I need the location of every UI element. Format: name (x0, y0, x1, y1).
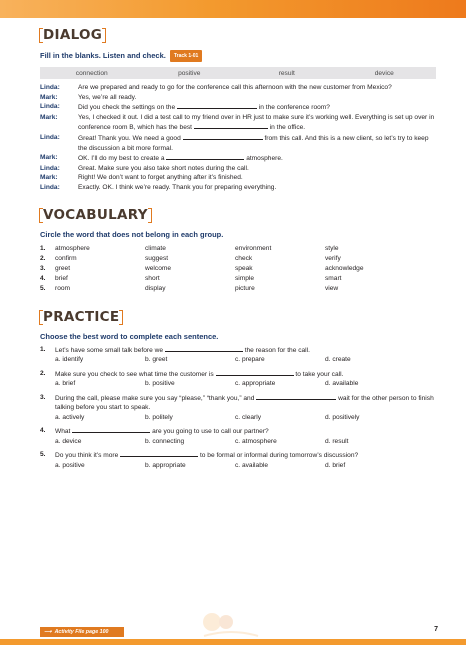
practice-heading: PRACTICE (40, 309, 122, 326)
answer-option[interactable]: a. device (55, 437, 82, 445)
vocabulary-groups (40, 244, 436, 295)
dialog-text: Exactly. OK. I think we’re ready. Thank you for preparing everything. (78, 183, 277, 191)
word-option[interactable]: style (325, 244, 339, 252)
answer-blank[interactable] (194, 122, 268, 129)
word-option[interactable]: acknowledge (325, 264, 364, 272)
word-option[interactable]: display (145, 285, 166, 293)
speaker-name: Linda: (40, 133, 60, 141)
practice-question (40, 369, 436, 390)
practice-question (40, 450, 436, 471)
dialog-text: Yes, we’re all ready. (78, 93, 137, 101)
word-option[interactable]: atmosphere (55, 244, 90, 252)
word-option[interactable]: view (325, 285, 339, 293)
dialog-line (40, 83, 436, 93)
answer-blank[interactable] (165, 345, 243, 352)
speaker-name: Mark: (40, 154, 58, 162)
dialog-line (40, 113, 436, 133)
dialog-line (40, 183, 436, 193)
answer-option[interactable]: b. positive (145, 380, 175, 388)
dialog-text: OK. I’ll do my best to create a atmosphere. (78, 155, 283, 163)
question-number: 2. (40, 369, 46, 377)
speaker-name: Mark: (40, 93, 58, 101)
word-bank-item: connection (75, 69, 108, 77)
answer-blank[interactable] (120, 450, 198, 457)
speaker-name: Linda: (40, 103, 60, 111)
answer-option[interactable]: c. clearly (235, 413, 262, 421)
dialog-line (40, 102, 436, 113)
activity-file-link[interactable]: ⟶ Activity File page 100 (40, 627, 124, 637)
word-group (40, 284, 436, 294)
item-number: 4. (40, 275, 46, 283)
word-option[interactable]: greet (55, 264, 71, 272)
dialog-text: Right! We don’t want to forget anything after it’s finished. (78, 174, 243, 182)
answer-blank[interactable] (177, 102, 257, 109)
dialog-lines (40, 83, 436, 193)
answer-option[interactable]: c. atmosphere (235, 437, 277, 445)
item-number: 3. (40, 264, 46, 272)
speaker-name: Linda: (40, 183, 60, 191)
question-text: Make sure you check to see what time the customer is to take your call. (55, 370, 344, 378)
word-option[interactable]: welcome (145, 264, 172, 272)
word-bank-item: positive (178, 69, 201, 77)
dialog-line (40, 153, 436, 164)
answer-option[interactable]: d. result (325, 437, 349, 445)
answer-option[interactable]: d. create (325, 356, 351, 364)
answer-option[interactable]: b. greet (145, 356, 168, 364)
watermark-logo (196, 608, 266, 642)
dialog-line (40, 133, 436, 153)
vocabulary-instruction: Circle the word that does not belong in each group. (40, 229, 224, 239)
question-text: Do you think it’s more to be formal or informal during tomorrow’s discussion? (55, 452, 359, 460)
word-group (40, 254, 436, 264)
practice-question (40, 426, 436, 447)
practice-questions (40, 345, 436, 472)
answer-option[interactable]: d. brief (325, 461, 346, 469)
word-group (40, 274, 436, 284)
answer-option[interactable]: a. brief (55, 380, 76, 388)
dialog-line (40, 173, 436, 183)
answer-option[interactable]: c. prepare (235, 356, 265, 364)
answer-option[interactable]: b. appropriate (145, 461, 186, 469)
word-option[interactable]: room (55, 285, 71, 293)
page-number: 7 (434, 626, 438, 633)
dialog-line (40, 164, 436, 174)
dialog-instruction: Fill in the blanks. Listen and check. Track 1-01 (40, 50, 436, 62)
dialog-text: Are we prepared and ready to go for the conference call this afternoon with the new customer from Mexico? (78, 84, 392, 91)
arrow-right-icon: ⟶ (44, 629, 52, 635)
answer-blank[interactable] (216, 369, 294, 376)
word-option[interactable]: environment (235, 244, 272, 252)
vocabulary-heading: VOCABULARY (40, 207, 151, 224)
top-color-band (0, 0, 466, 18)
question-number: 3. (40, 393, 46, 401)
practice-instruction: Choose the best word to complete each sentence. (40, 331, 219, 341)
item-number: 5. (40, 285, 46, 293)
dialog-text: Great. Make sure you also take short notes during the call. (78, 164, 249, 172)
word-option[interactable]: speak (235, 264, 253, 272)
question-number: 5. (40, 451, 46, 459)
answer-option[interactable]: b. politely (145, 413, 173, 421)
dialog-text: Did you check the settings on the in the conference room? (78, 104, 330, 112)
word-option[interactable]: picture (235, 285, 255, 293)
answer-blank[interactable] (166, 153, 244, 160)
dialog-text: Great! Thank you. We need a good from this call. And this is a new client, so let’s try to keep the discussion a bit more formal. (78, 134, 429, 152)
answer-option[interactable]: c. available (235, 461, 268, 469)
word-option[interactable]: simple (235, 275, 255, 283)
answer-option[interactable]: d. available (325, 380, 359, 388)
answer-option[interactable]: d. positively (325, 413, 360, 421)
practice-question (40, 345, 436, 366)
question-text: Let’s have some small talk before we the reason for the call. (55, 346, 310, 354)
word-bank (40, 67, 436, 79)
word-group (40, 264, 436, 274)
answer-option[interactable]: b. connecting (145, 437, 185, 445)
question-number: 1. (40, 345, 46, 353)
speaker-name: Linda: (40, 84, 60, 91)
dialog-line (40, 93, 436, 103)
item-number: 1. (40, 244, 46, 252)
answer-option[interactable]: a. actively (55, 413, 85, 421)
speaker-name: Mark: (40, 113, 58, 121)
question-number: 4. (40, 427, 46, 435)
word-option[interactable]: climate (145, 244, 166, 252)
word-option[interactable]: suggest (145, 254, 169, 262)
speaker-name: Mark: (40, 174, 58, 182)
question-text: What are you going to use to call our partner? (55, 428, 269, 436)
word-option[interactable]: confirm (55, 254, 77, 262)
answer-option[interactable]: a. positive (55, 461, 85, 469)
word-bank-item: device (374, 69, 394, 77)
answer-blank[interactable] (183, 133, 263, 140)
word-bank-item: result (278, 69, 295, 77)
question-text: During the call, please make sure you say “please,” “thank you,” and wait for the other person to finish talking before you start to speak. (55, 394, 434, 412)
word-option[interactable]: brief (55, 275, 68, 283)
dialog-heading: DIALOG (40, 27, 105, 44)
word-group (40, 244, 436, 254)
answer-option[interactable]: a. identify (55, 356, 84, 364)
practice-question (40, 393, 436, 424)
answer-option[interactable]: c. appropriate (235, 380, 276, 388)
worksheet-content (40, 26, 436, 471)
word-option[interactable]: verify (325, 254, 341, 262)
bottom-color-band (0, 639, 466, 645)
word-option[interactable]: check (235, 254, 253, 262)
answer-blank[interactable] (72, 426, 150, 433)
answer-blank[interactable] (256, 393, 336, 400)
track-badge[interactable]: Track 1-01 (170, 50, 202, 62)
dialog-text: Yes, I checked it out. I did a test call to my friend over in HR just to make sure it’s working well. Everything is set up over in conference room B, which has the best in the office. (78, 113, 435, 132)
word-option[interactable]: short (145, 275, 160, 283)
word-option[interactable]: smart (325, 275, 342, 283)
item-number: 2. (40, 254, 46, 262)
speaker-name: Linda: (40, 164, 60, 172)
